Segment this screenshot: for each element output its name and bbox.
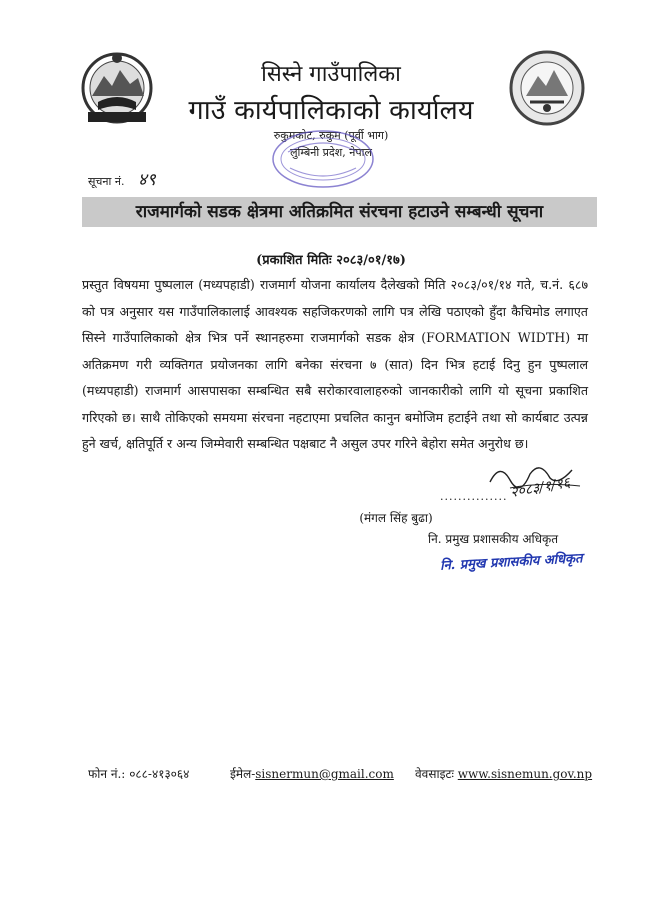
office-name: गाउँ कार्यपालिकाको कार्यालय [188,95,474,126]
phone-number: ०८८-४१३०६४ [129,767,190,781]
signatory-name: (मंगल सिंह बुढा) [359,511,433,525]
website-link[interactable]: www.sisnemun.gov.np [457,767,593,781]
published-date: (प्रकाशित मितिः २०८३/०१/१७) [256,253,406,268]
signature-date: २०८३/१/१६ [509,474,572,502]
signatory-title: नि. प्रमुख प्रशासकीय अधिकृत [428,532,559,546]
footer-email [230,765,394,782]
notice-number-value: ४९ [137,170,156,190]
website-label: वेवसाइटः [415,767,454,781]
email-link[interactable]: sisnermun@gmail.com [255,767,394,781]
address-line-2: लुम्बिनी प्रदेश, नेपाल [290,146,372,159]
footer-phone [88,765,189,782]
signature-dots: ............... [440,490,508,503]
email-label: ईमेल- [230,767,256,781]
phone-label: फोन नं.: [88,767,126,781]
notice-number [88,167,156,190]
notice-body: प्रस्तुत विषयमा पुष्पलाल (मध्यपहाडी) राजमार्ग योजना कार्यालय दैलेखको मिति २०८३/०१/१४ गते, च.नं. ६८७ को पत्र अनुसार यस गाउँपालिकालाई आवश्यक सहजिकरणको लागि पत्र लेखि पठाएको हुँदा कैचिमोड लगाएत सिस्ने गाउँपालिकाको क्षेत्र भित्र पर्ने स्थानहरुमा राजमार्गको सडक क्षेत्र (FORMATION WIDTH) मा अतिक्रमण गरी व्यक्तिगत प्रयोजनका लागि बनेका संरचना ७ (सात) दिन भित्र हटाई दिनु हुन पुष्पलाल (मध्यपहाडी) राजमार्ग आसपासका सम्बन्धित सबै सरोकारवालाहरुको जानकारीको लागि यो सूचना प्रकाशित गरिएको छ। साथै तोकिएको समयमा संरचना नहटाएमा प्रचलित कानुन बमोजिम हटाईने तथा सो कार्यबाट उत्पन्न हुने खर्च, क्षतिपूर्ति र अन्य जिम्मेवारी सम्बन्धित पक्षबाट नै असुल उपर गरिने बेहोरा समेत अनुरोध छ। [82,277,588,451]
municipality-name: सिस्ने गाउँपालिका [261,62,401,87]
footer-website [415,765,592,782]
subject-banner: राजमार्गको सडक क्षेत्रमा अतिक्रमित संरचना हटाउने सम्बन्धी सूचना [82,197,597,227]
address-line-1: रुकुमकोट, रुकुम (पूर्वी भाग) [273,129,389,142]
office-stamp-icon [268,126,378,192]
notice-number-label: सूचना नं. [88,175,125,188]
designation-stamp: नि. प्रमुख प्रशासकीय अधिकृत [439,551,583,574]
